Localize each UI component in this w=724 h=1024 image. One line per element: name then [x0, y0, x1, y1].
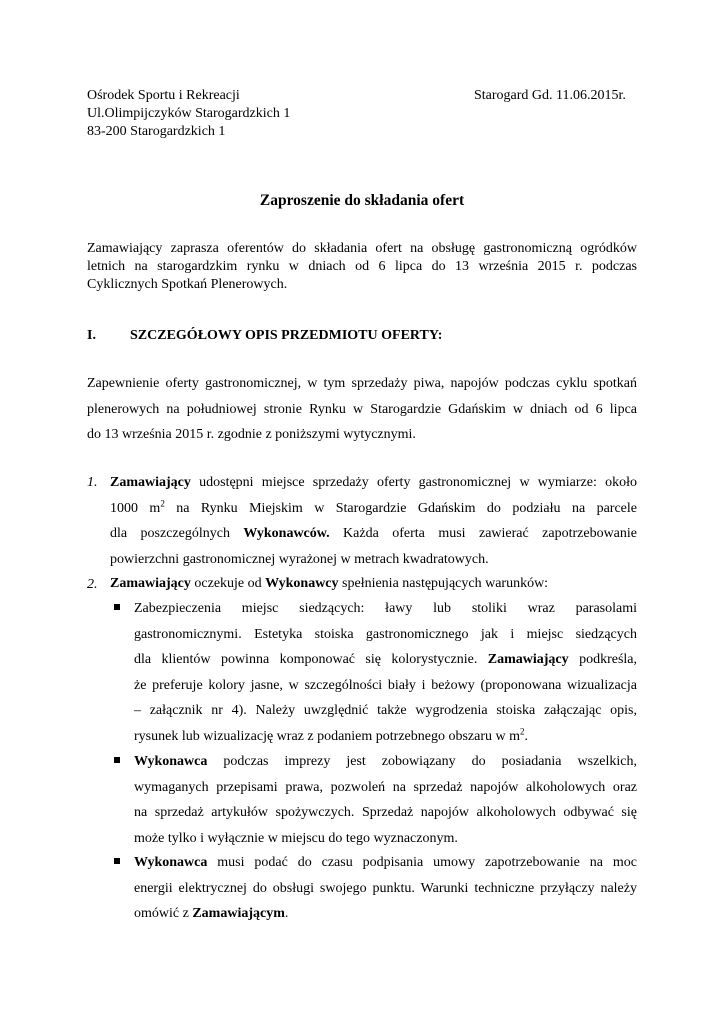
bullet-line	[134, 724, 637, 750]
item-1-text	[110, 470, 637, 572]
bold-term: Wykonawcy	[265, 576, 339, 591]
superscript: 2	[520, 725, 525, 736]
bullet-line: – załącznik nr 4). Należy uwzględnić także wygrodzenia stoiska załączając opis,	[134, 703, 637, 718]
bold-term: Zamawiający	[110, 475, 191, 490]
item-line	[110, 521, 637, 547]
bullet-line: Zabezpieczenia miejsc siedzących: ławy lub stoliki wraz parasolami	[134, 601, 637, 616]
bullet-line: gastronomicznymi. Estetyka stoiska gastronomicznego jak i miejsc siedzących	[134, 626, 637, 642]
item-number: 2.	[87, 577, 98, 592]
place-date: Starogard Gd. 11.06.2015r.	[474, 88, 626, 103]
bullet-line	[134, 749, 637, 775]
section-number: I.	[87, 328, 96, 343]
intro-line: Cyklicznych Spotkań Plenerowych.	[87, 277, 288, 292]
square-bullet-icon	[114, 858, 120, 864]
document-title: Zaproszenie do składania ofert	[259, 192, 465, 209]
text-run: omówić z	[134, 906, 193, 921]
bold-term: Wykonawców.	[243, 526, 330, 541]
description-line: do 13 września 2015 r. zgodnie z poniższymi wytycznymi.	[87, 427, 416, 442]
bullet-line	[134, 901, 637, 927]
description-paragraph	[87, 371, 637, 448]
sender-postal: 83-200 Starogardzkich 1	[87, 124, 226, 139]
text-run: dla poszczególnych	[110, 526, 244, 541]
text-run: udostępni miejsce sprzedaży oferty gastronomicznej w wymiarze: około	[190, 475, 637, 490]
item-line	[110, 470, 637, 496]
superscript: 2	[160, 497, 165, 508]
bullet-line	[134, 850, 637, 876]
bold-term: Wykonawca	[134, 754, 208, 769]
item-line: powierzchni gastronomicznej wyrażonej w metrach kwadratowych.	[110, 551, 489, 567]
text-run: spełnienia następujących warunków:	[338, 576, 549, 591]
bullet-line: wymaganych przepisami prawa, pozwoleń na sprzedaż napojów alkoholowych oraz	[134, 779, 637, 795]
intro-line: letnich na starogardzkim rynku w dniach od 6 lipca do 13 września 2015 r. podczas	[87, 259, 637, 274]
item-line	[110, 496, 637, 522]
bullet-line	[134, 647, 637, 673]
text-run: .	[284, 906, 289, 921]
description-line: Zapewnienie oferty gastronomicznej, w tym sprzedaży piwa, napojów podczas cyklu spotkań	[87, 376, 637, 391]
item-number: 1.	[87, 475, 98, 490]
text-run: podczas imprezy jest zobowiązany do posiadania wszelkich,	[207, 754, 637, 769]
text-run: .	[524, 728, 529, 744]
text-run: podkreśla,	[568, 652, 637, 667]
bullet-line: energii elektrycznej do obsługi swojego punktu. Warunki techniczne przyłączy należy	[134, 880, 637, 896]
intro-line: Zamawiający zaprasza oferentów do składania ofert na obsługę gastronomiczną ogródków	[87, 241, 637, 256]
text-run: oczekuje od	[190, 576, 266, 591]
text-run: dla klientów powinna komponować się kolorystycznie.	[134, 652, 488, 667]
intro-paragraph	[87, 240, 637, 294]
item-2-text	[110, 575, 548, 593]
text-run: Każda oferta musi zawierać zapotrzebowanie	[329, 526, 637, 541]
bullet-line: na sprzedaż artykułów spożywczych. Sprzedaż napojów alkoholowych odbywać się	[134, 805, 637, 820]
square-bullet-icon	[114, 757, 120, 763]
sender-street: Ul.Olimpijczyków Starogardzkich 1	[87, 106, 291, 121]
square-bullet-icon	[114, 604, 120, 610]
text-run: musi podać do czasu podpisania umowy zapotrzebowanie na moc	[207, 855, 637, 870]
bullet-line: może tylko i wyłącznie w miejscu do tego wyznaczonym.	[134, 830, 458, 846]
bullet-2-text	[134, 749, 637, 851]
bold-term: Zamawiającym	[192, 906, 285, 921]
description-line: plenerowych na południowej stronie Rynku w Starogardzie Gdańskim w dniach od 6 lipca	[87, 401, 637, 417]
sender-org-name: Ośrodek Sportu i Rekreacji	[87, 88, 240, 103]
bold-term: Zamawiający	[487, 652, 569, 667]
bold-term: Zamawiający	[110, 576, 191, 591]
text-run: 1000 m	[110, 500, 161, 516]
section-heading: SZCZEGÓŁOWY OPIS PRZEDMIOTU OFERTY:	[130, 328, 443, 343]
text-run: rysunek lub wizualizację wraz z podaniem potrzebnego obszaru w m	[134, 728, 521, 744]
bullet-line: że preferuje kolory jasne, w szczególności biały i beżowy (proponowana wizualizacja	[134, 677, 637, 693]
bullet-3-text	[134, 850, 637, 927]
bold-term: Wykonawca	[134, 855, 208, 870]
bullet-1-text	[134, 596, 637, 749]
text-run: na Rynku Miejskim w Starogardzie Gdańskim do podziału na parcele	[164, 500, 637, 516]
